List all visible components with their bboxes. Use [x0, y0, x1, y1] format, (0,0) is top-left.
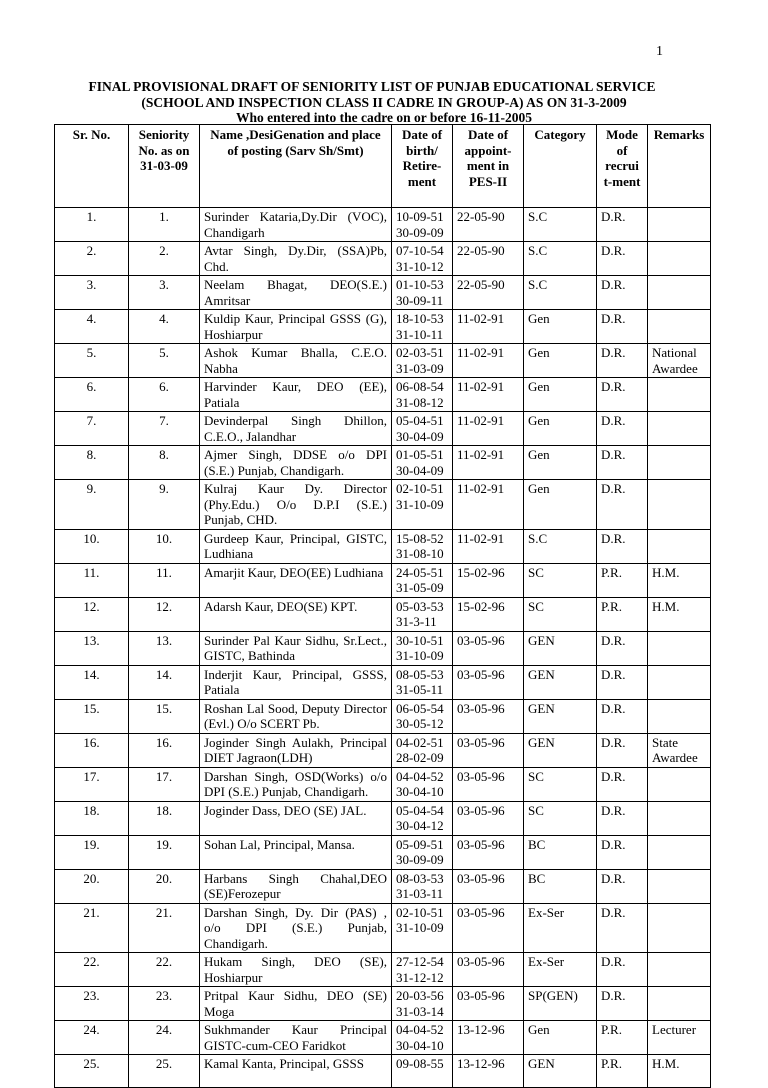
mode-cell: D.R.: [597, 378, 648, 412]
dates-cell: [392, 1055, 453, 1088]
mode-cell: D.R.: [597, 953, 648, 987]
dates-cell: [392, 801, 453, 835]
category-cell: SC: [524, 767, 597, 801]
retirement-date: 31-08-10: [396, 546, 444, 561]
name-cell: Kuldip Kaur, Principal GSSS (G), Hoshiarpur: [200, 310, 392, 344]
sr-no-cell: 2.: [55, 242, 129, 276]
remarks-cell: [648, 378, 711, 412]
sr-no-cell: 10.: [55, 529, 129, 563]
category-cell: Gen: [524, 378, 597, 412]
table-row: [55, 412, 711, 446]
appointment-date-cell: 03-05-96: [453, 801, 524, 835]
seniority-no-cell: 18.: [129, 801, 200, 835]
mode-cell: D.R.: [597, 733, 648, 767]
appointment-date-cell: 11-02-91: [453, 344, 524, 378]
appointment-date-cell: 11-02-91: [453, 412, 524, 446]
dates-cell: [392, 665, 453, 699]
title-line-2: (SCHOOL AND INSPECTION CLASS II CADRE IN GROUP-A) AS ON 31-3-2009: [141, 95, 627, 110]
sr-no-cell: 19.: [55, 835, 129, 869]
retirement-date: 30-04-09: [396, 428, 444, 444]
name-cell: Amarjit Kaur, DEO(EE) Ludhiana: [200, 563, 392, 597]
appointment-date-cell: 03-05-96: [453, 699, 524, 733]
sr-no-cell: 20.: [55, 869, 129, 903]
mode-cell: D.R.: [597, 699, 648, 733]
table-row: [55, 1021, 711, 1055]
seniority-no-cell: 21.: [129, 903, 200, 953]
mode-cell: D.R.: [597, 446, 648, 480]
category-cell: BC: [524, 869, 597, 903]
name-cell: Sohan Lal, Principal, Mansa.: [200, 835, 392, 869]
date-of-birth: 02-10-51: [396, 904, 444, 920]
date-of-birth: 05-04-54: [396, 802, 444, 818]
date-of-birth: 04-04-52: [396, 768, 444, 784]
col-header-mode: Mode of recrui t-ment: [597, 125, 648, 208]
sr-no-cell: 4.: [55, 310, 129, 344]
table-row: [55, 953, 711, 987]
retirement-date: 30-09-11: [396, 292, 444, 308]
col-header-seniority-no: Seniority No. as on 31-03-09: [129, 125, 200, 208]
category-cell: Gen: [524, 1021, 597, 1055]
appointment-date-cell: 22-05-90: [453, 208, 524, 242]
mode-cell: P.R.: [597, 1055, 648, 1088]
appointment-date-cell: 03-05-96: [453, 869, 524, 903]
category-cell: S.C: [524, 529, 597, 563]
sr-no-cell: 18.: [55, 801, 129, 835]
seniority-no-cell: 20.: [129, 869, 200, 903]
name-cell: Pritpal Kaur Sidhu, DEO (SE) Moga: [200, 987, 392, 1021]
sr-no-cell: 14.: [55, 665, 129, 699]
mode-cell: D.R.: [597, 412, 648, 446]
mode-cell: D.R.: [597, 344, 648, 378]
mode-cell: D.R.: [597, 903, 648, 953]
retirement-date: 30-05-12: [396, 716, 444, 731]
appointment-date-cell: 03-05-96: [453, 903, 524, 953]
sr-no-cell: 9.: [55, 480, 129, 530]
remarks-cell: Lecturer: [648, 1021, 711, 1055]
date-of-birth: 02-03-51: [396, 345, 444, 360]
category-cell: Gen: [524, 480, 597, 530]
col-header-dob-retirement: Date of birth/ Retire-ment: [392, 125, 453, 208]
sr-no-cell: 13.: [55, 631, 129, 665]
retirement-date: 30-04-10: [396, 1037, 444, 1053]
table-row: [55, 869, 711, 903]
name-cell: Kulraj Kaur Dy. Director (Phy.Edu.) O/o D.P.I (S.E.) Punjab, CHD.: [200, 480, 392, 530]
dates-cell: [392, 344, 453, 378]
date-of-birth: 02-10-51: [396, 481, 444, 496]
dates-cell: [392, 208, 453, 242]
dates-cell: [392, 699, 453, 733]
mode-cell: D.R.: [597, 208, 648, 242]
date-of-birth: 01-05-51: [396, 447, 444, 462]
seniority-no-cell: 19.: [129, 835, 200, 869]
retirement-date: 31-10-12: [396, 258, 444, 274]
seniority-no-cell: 6.: [129, 378, 200, 412]
appointment-date-cell: 11-02-91: [453, 480, 524, 530]
retirement-date: 30-04-12: [396, 818, 444, 833]
appointment-date-cell: 22-05-90: [453, 276, 524, 310]
table-row: [55, 529, 711, 563]
dates-cell: [392, 631, 453, 665]
date-of-birth: 06-08-54: [396, 379, 444, 394]
col-header-remarks: Remarks: [648, 125, 711, 208]
appointment-date-cell: 11-02-91: [453, 446, 524, 480]
appointment-date-cell: 11-02-91: [453, 378, 524, 412]
date-of-birth: 30-10-51: [396, 632, 444, 648]
appointment-date-cell: 11-02-91: [453, 529, 524, 563]
col-header-name-designation: Name ,DesiGenation and place of posting (Sarv Sh/Smt): [200, 125, 392, 208]
retirement-date: 31-10-11: [396, 326, 444, 342]
appointment-date-cell: 03-05-96: [453, 987, 524, 1021]
dates-cell: [392, 378, 453, 412]
remarks-cell: [648, 665, 711, 699]
category-cell: SC: [524, 597, 597, 631]
appointment-date-cell: 03-05-96: [453, 835, 524, 869]
seniority-no-cell: 3.: [129, 276, 200, 310]
name-cell: Sukhmander Kaur Principal GISTC-cum-CEO Faridkot: [200, 1021, 392, 1055]
table-row: [55, 480, 711, 530]
date-of-birth: 08-05-53: [396, 666, 444, 682]
name-cell: Darshan Singh, OSD(Works) o/o DPI (S.E.) Punjab, Chandigarh.: [200, 767, 392, 801]
name-cell: Joginder Singh Aulakh, Principal DIET Jagraon(LDH): [200, 733, 392, 767]
sr-no-cell: 3.: [55, 276, 129, 310]
category-cell: Ex-Ser: [524, 953, 597, 987]
table-row: [55, 242, 711, 276]
name-cell: Harbans Singh Chahal,DEO (SE)Ferozepur: [200, 869, 392, 903]
mode-cell: D.R.: [597, 631, 648, 665]
dates-cell: [392, 276, 453, 310]
name-cell: Roshan Lal Sood, Deputy Director (Evl.) O/o SCERT Pb.: [200, 699, 392, 733]
name-cell: Ashok Kumar Bhalla, C.E.O. Nabha: [200, 344, 392, 378]
name-cell: Harvinder Kaur, DEO (EE), Patiala: [200, 378, 392, 412]
col-header-appointment-date: Date of appoint-ment in PES-II: [453, 125, 524, 208]
dates-cell: [392, 480, 453, 530]
remarks-cell: [648, 242, 711, 276]
name-cell: Inderjit Kaur, Principal, GSSS, Patiala: [200, 665, 392, 699]
retirement-date: 31-03-14: [396, 1003, 444, 1019]
name-cell: Kamal Kanta, Principal, GSSS: [200, 1055, 392, 1088]
sr-no-cell: 15.: [55, 699, 129, 733]
table-row: [55, 344, 711, 378]
sr-no-cell: 11.: [55, 563, 129, 597]
date-of-birth: 05-09-51: [396, 836, 444, 852]
mode-cell: P.R.: [597, 563, 648, 597]
seniority-no-cell: 10.: [129, 529, 200, 563]
dates-cell: [392, 310, 453, 344]
appointment-date-cell: 03-05-96: [453, 665, 524, 699]
category-cell: GEN: [524, 699, 597, 733]
date-of-birth: 18-10-53: [396, 311, 444, 326]
page-number: 1: [656, 44, 663, 59]
appointment-date-cell: 22-05-90: [453, 242, 524, 276]
seniority-no-cell: 1.: [129, 208, 200, 242]
appointment-date-cell: 03-05-96: [453, 631, 524, 665]
date-of-birth: 24-05-51: [396, 564, 444, 580]
dates-cell: [392, 529, 453, 563]
retirement-date: 31-3-11: [396, 614, 437, 629]
remarks-cell: [648, 276, 711, 310]
remarks-cell: [648, 953, 711, 987]
category-cell: Gen: [524, 310, 597, 344]
appointment-date-cell: 13-12-96: [453, 1055, 524, 1088]
category-cell: GEN: [524, 665, 597, 699]
seniority-no-cell: 11.: [129, 563, 200, 597]
mode-cell: D.R.: [597, 310, 648, 344]
mode-cell: D.R.: [597, 276, 648, 310]
date-of-birth: 07-10-54: [396, 243, 444, 258]
dates-cell: [392, 563, 453, 597]
table-row: [55, 631, 711, 665]
title-line-3: Who entered into the cadre on or before 16-11-2005: [236, 110, 532, 125]
date-of-birth: 10-09-51: [396, 209, 444, 224]
retirement-date: 31-08-12: [396, 394, 444, 410]
remarks-cell: [648, 631, 711, 665]
retirement-date: 30-04-09: [396, 462, 444, 478]
remarks-cell: [648, 208, 711, 242]
mode-cell: D.R.: [597, 801, 648, 835]
seniority-no-cell: 23.: [129, 987, 200, 1021]
date-of-birth: 04-04-52: [396, 1022, 444, 1037]
remarks-cell: H.M.: [648, 1055, 711, 1088]
remarks-cell: [648, 699, 711, 733]
retirement-date: 31-05-11: [396, 682, 444, 697]
name-cell: Joginder Dass, DEO (SE) JAL.: [200, 801, 392, 835]
remarks-cell: [648, 480, 711, 530]
date-of-birth: 09-08-55: [396, 1056, 444, 1071]
appointment-date-cell: 03-05-96: [453, 733, 524, 767]
remarks-cell: [648, 987, 711, 1021]
remarks-cell: [648, 529, 711, 563]
remarks-cell: [648, 446, 711, 480]
remarks-cell: [648, 412, 711, 446]
category-cell: Gen: [524, 344, 597, 378]
dates-cell: [392, 953, 453, 987]
sr-no-cell: 25.: [55, 1055, 129, 1088]
retirement-date: 31-10-09: [396, 648, 444, 663]
seniority-no-cell: 9.: [129, 480, 200, 530]
mode-cell: D.R.: [597, 869, 648, 903]
dates-cell: [392, 242, 453, 276]
dates-cell: [392, 835, 453, 869]
category-cell: SC: [524, 801, 597, 835]
table-row: [55, 276, 711, 310]
remarks-cell: [648, 869, 711, 903]
name-cell: Avtar Singh, Dy.Dir, (SSA)Pb, Chd.: [200, 242, 392, 276]
date-of-birth: 15-08-52: [396, 530, 444, 546]
date-of-birth: 08-03-53: [396, 870, 444, 886]
seniority-no-cell: 24.: [129, 1021, 200, 1055]
table-row: [55, 767, 711, 801]
seniority-no-cell: 13.: [129, 631, 200, 665]
name-cell: Surinder Pal Kaur Sidhu, Sr.Lect., GISTC, Bathinda: [200, 631, 392, 665]
mode-cell: D.R.: [597, 665, 648, 699]
date-of-birth: 27-12-54: [396, 954, 444, 969]
table-row: [55, 665, 711, 699]
table-row: [55, 378, 711, 412]
appointment-date-cell: 03-05-96: [453, 767, 524, 801]
category-cell: S.C: [524, 208, 597, 242]
table-row: [55, 208, 711, 242]
sr-no-cell: 1.: [55, 208, 129, 242]
remarks-cell: [648, 801, 711, 835]
sr-no-cell: 17.: [55, 767, 129, 801]
retirement-date: 30-09-09: [396, 224, 444, 240]
category-cell: SC: [524, 563, 597, 597]
remarks-cell: State Awardee: [648, 733, 711, 767]
category-cell: BC: [524, 835, 597, 869]
seniority-no-cell: 14.: [129, 665, 200, 699]
sr-no-cell: 23.: [55, 987, 129, 1021]
table-row: [55, 597, 711, 631]
retirement-date: 30-04-10: [396, 784, 444, 799]
table-row: [55, 903, 711, 953]
sr-no-cell: 24.: [55, 1021, 129, 1055]
date-of-birth: 06-05-54: [396, 700, 444, 716]
table-row: [55, 563, 711, 597]
dates-cell: [392, 446, 453, 480]
appointment-date-cell: 15-02-96: [453, 563, 524, 597]
seniority-no-cell: 17.: [129, 767, 200, 801]
dates-cell: [392, 767, 453, 801]
table-row: [55, 310, 711, 344]
category-cell: GEN: [524, 631, 597, 665]
mode-cell: D.R.: [597, 242, 648, 276]
seniority-no-cell: 2.: [129, 242, 200, 276]
dates-cell: [392, 733, 453, 767]
retirement-date: 31-12-12: [396, 969, 444, 985]
mode-cell: D.R.: [597, 529, 648, 563]
table-row: [55, 1055, 711, 1088]
title-line-1: FINAL PROVISIONAL DRAFT OF SENIORITY LIST OF PUNJAB EDUCATIONAL SERVICE: [88, 79, 656, 94]
remarks-cell: H.M.: [648, 597, 711, 631]
name-cell: Devinderpal Singh Dhillon, C.E.O., Jalandhar: [200, 412, 392, 446]
retirement-date: 31-03-11: [396, 886, 444, 901]
mode-cell: D.R.: [597, 987, 648, 1021]
category-cell: S.C: [524, 242, 597, 276]
mode-cell: D.R.: [597, 767, 648, 801]
table-row: [55, 699, 711, 733]
seniority-no-cell: 12.: [129, 597, 200, 631]
dates-cell: [392, 597, 453, 631]
col-header-category: Category: [524, 125, 597, 208]
category-cell: GEN: [524, 1055, 597, 1088]
retirement-date: 30-09-09: [396, 852, 444, 867]
remarks-cell: [648, 835, 711, 869]
name-cell: Ajmer Singh, DDSE o/o DPI (S.E.) Punjab, Chandigarh.: [200, 446, 392, 480]
category-cell: S.C: [524, 276, 597, 310]
sr-no-cell: 8.: [55, 446, 129, 480]
category-cell: Gen: [524, 446, 597, 480]
appointment-date-cell: 15-02-96: [453, 597, 524, 631]
seniority-table: [54, 124, 711, 1088]
seniority-no-cell: 8.: [129, 446, 200, 480]
seniority-no-cell: 22.: [129, 953, 200, 987]
category-cell: Ex-Ser: [524, 903, 597, 953]
retirement-date: 28-02-09: [396, 750, 444, 765]
seniority-no-cell: 7.: [129, 412, 200, 446]
sr-no-cell: 6.: [55, 378, 129, 412]
category-cell: SP(GEN): [524, 987, 597, 1021]
remarks-cell: [648, 903, 711, 953]
appointment-date-cell: 03-05-96: [453, 953, 524, 987]
name-cell: Hukam Singh, DEO (SE), Hoshiarpur: [200, 953, 392, 987]
date-of-birth: 20-03-56: [396, 988, 444, 1003]
col-header-sr-no: Sr. No.: [55, 125, 129, 208]
date-of-birth: 05-03-53: [396, 598, 444, 614]
table-row: [55, 733, 711, 767]
remarks-cell: National Awardee: [648, 344, 711, 378]
retirement-date: 31-10-09: [396, 496, 444, 512]
category-cell: GEN: [524, 733, 597, 767]
date-of-birth: 04-02-51: [396, 734, 444, 750]
remarks-cell: [648, 767, 711, 801]
appointment-date-cell: 11-02-91: [453, 310, 524, 344]
seniority-no-cell: 15.: [129, 699, 200, 733]
mode-cell: P.R.: [597, 597, 648, 631]
table-row: [55, 446, 711, 480]
category-cell: Gen: [524, 412, 597, 446]
date-of-birth: 05-04-51: [396, 413, 444, 428]
date-of-birth: 01-10-53: [396, 277, 444, 292]
name-cell: Neelam Bhagat, DEO(S.E.) Amritsar: [200, 276, 392, 310]
remarks-cell: H.M.: [648, 563, 711, 597]
sr-no-cell: 12.: [55, 597, 129, 631]
name-cell: Darshan Singh, Dy. Dir (PAS) , o/o DPI (S.E.) Punjab, Chandigarh.: [200, 903, 392, 953]
sr-no-cell: 7.: [55, 412, 129, 446]
sr-no-cell: 21.: [55, 903, 129, 953]
seniority-no-cell: 25.: [129, 1055, 200, 1088]
retirement-date: 31-05-09: [396, 580, 444, 595]
mode-cell: D.R.: [597, 835, 648, 869]
sr-no-cell: 16.: [55, 733, 129, 767]
seniority-no-cell: 16.: [129, 733, 200, 767]
sr-no-cell: 5.: [55, 344, 129, 378]
table-row: [55, 801, 711, 835]
name-cell: Gurdeep Kaur, Principal, GISTC, Ludhiana: [200, 529, 392, 563]
mode-cell: D.R.: [597, 480, 648, 530]
retirement-date: 31-03-09: [396, 360, 444, 376]
seniority-no-cell: 5.: [129, 344, 200, 378]
remarks-cell: [648, 310, 711, 344]
dates-cell: [392, 903, 453, 953]
sr-no-cell: 22.: [55, 953, 129, 987]
name-cell: Surinder Kataria,Dy.Dir (VOC), Chandigarh: [200, 208, 392, 242]
retirement-date: 31-10-09: [396, 920, 444, 935]
dates-cell: [392, 869, 453, 903]
mode-cell: P.R.: [597, 1021, 648, 1055]
dates-cell: [392, 1021, 453, 1055]
dates-cell: [392, 987, 453, 1021]
dates-cell: [392, 412, 453, 446]
table-row: [55, 987, 711, 1021]
seniority-no-cell: 4.: [129, 310, 200, 344]
table-header-row: [55, 125, 711, 208]
appointment-date-cell: 13-12-96: [453, 1021, 524, 1055]
name-cell: Adarsh Kaur, DEO(SE) KPT.: [200, 597, 392, 631]
table-row: [55, 835, 711, 869]
